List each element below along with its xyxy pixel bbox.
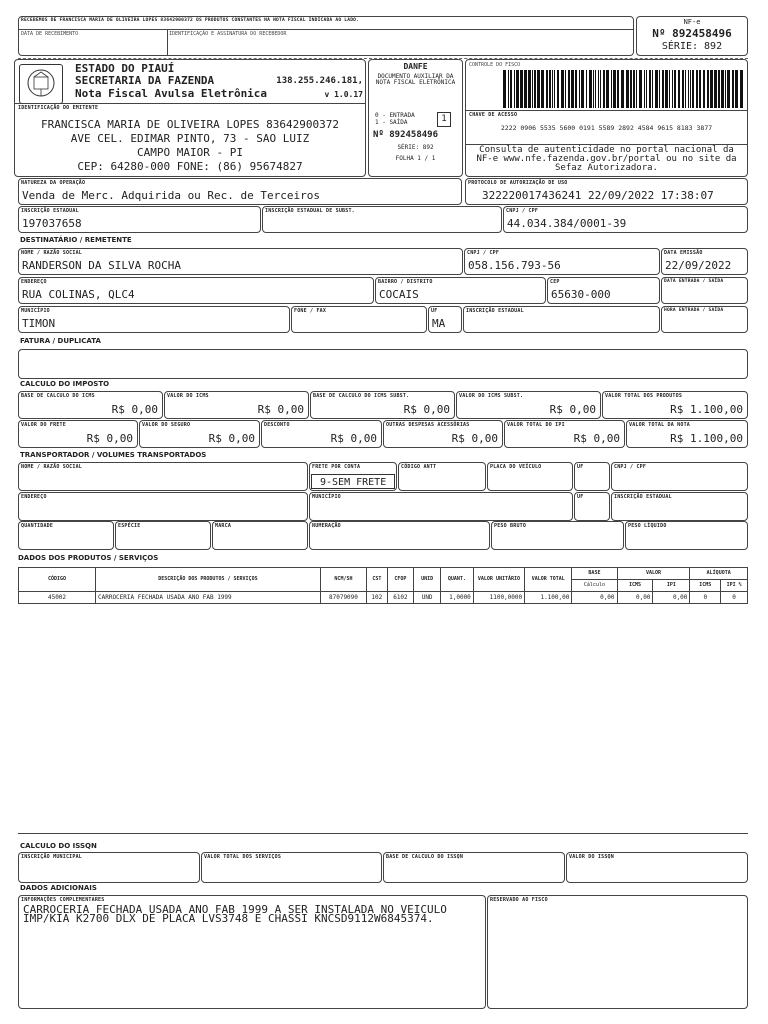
barcode-bar (674, 70, 676, 108)
barcode-bar (546, 70, 548, 108)
barcode-bar (561, 70, 564, 108)
issue-date: 22/09/2022 (665, 259, 732, 272)
issuer-box (14, 59, 366, 177)
antt-box: CÓDIGO ANTT (398, 462, 486, 491)
col-ncm: NCM/SH (320, 568, 366, 592)
stub-nfe-label: NF-e (683, 18, 701, 26)
issuer-ip: 138.255.246.181, (276, 76, 363, 86)
carrier-cnpj-box: CNPJ / CPF (611, 462, 748, 491)
recipient-cpf-box: CNPJ / CPF 058.156.793-56 (464, 248, 660, 275)
barcode-bar (524, 70, 527, 108)
tax-field-label: BASE DE CALCULO DO ICMS (21, 393, 95, 399)
barcode-bar (510, 70, 512, 108)
plate-box: PLACA DO VEÍCULO (487, 462, 573, 491)
control-box (465, 59, 748, 177)
barcode-bar (659, 70, 660, 108)
danfe-series: SÉRIE: 892 (397, 144, 434, 151)
barcode-bar (703, 70, 705, 108)
issqn-divider (18, 833, 748, 834)
gross-weight-box: PESO BRUTO (491, 521, 624, 550)
system-version: v 1.0.17 (324, 90, 363, 99)
carrier-address-box: ENDEREÇO (18, 492, 308, 521)
cep-box: CEP 65630-000 (547, 277, 660, 304)
tax-field-value: R$ 0,00 (86, 432, 133, 445)
col-description: DESCRIÇÃO DOS PRODUTOS / SERVIÇOS (96, 568, 321, 592)
issqn-section-title: CALCULO DO ISSQN (20, 842, 97, 850)
recipient-uf: MA (432, 317, 446, 330)
ie-st-box: INSCRIÇÃO ESTADUAL DE SUBST. (262, 206, 502, 233)
barcode-bar (672, 70, 673, 108)
freight-box: FRETE POR CONTA 9-SEM FRETE (309, 462, 397, 491)
barcode-bar (598, 70, 599, 108)
recipient-name-box: NOME / RAZÃO SOCIAL RANDERSON DA SILVA ROCHA (18, 248, 463, 275)
tax-field-value: R$ 0,00 (111, 403, 158, 416)
secretariat-name: SECRETARIA DA FAZENDA (75, 74, 215, 87)
barcode-bar (626, 70, 629, 108)
table-row: 45002 CARROCERIA FECHADA USADA ANO FAB 1999 87079090 102 6102 UND 1,0000 1100,0000 1.100,00 0,00 0,00 0,00 0 0 (19, 592, 748, 604)
barcode-bar (692, 70, 694, 108)
complementary-info-box: INFORMAÇÕES COMPLEMENTARES CARROCERIA FECHADA USADA ANO FAB 1999 A SER INSTALADA NO VEICULO IMP/KIA K2700 DLX DE PLACA LVS3748 E CHASSI KNCSD9112W6845374. (18, 895, 486, 1009)
barcode-bar (557, 70, 559, 108)
exit-option: 1 - SAÍDA (375, 119, 408, 126)
recipient-cep: 65630-000 (551, 288, 611, 301)
barcode-bar (727, 70, 730, 108)
danfe-title: DANFE (403, 62, 428, 71)
col-unit-value: VALOR UNITÁRIO (473, 568, 524, 592)
issuer-id-label: IDENTIFICAÇÃO DO EMITENTE (18, 105, 99, 111)
tax-field (602, 391, 748, 419)
issue-date-box: DATA EMISSÃO 22/09/2022 (661, 248, 748, 275)
barcode-bar (652, 70, 653, 108)
recipient-name: RANDERSON DA SILVA ROCHA (22, 259, 181, 272)
tax-field-label: VALOR TOTAL DOS PRODUTOS (605, 393, 683, 399)
issuer-cep-phone: CEP: 64280-000 FONE: (86) 95674827 (77, 160, 303, 173)
receipt-stub (18, 16, 634, 56)
barcode-bar (520, 70, 523, 108)
protocol-box: PROTOCOLO DE AUTORIZAÇÃO DE USO 322220017436241 22/09/2022 17:38:07 (465, 178, 748, 205)
barcode-bar (696, 70, 698, 108)
issqn-value-box: VALOR DO ISSQN (566, 852, 748, 883)
city-box: MUNICÍPIO TIMON (18, 306, 290, 333)
tax-field-value: R$ 0,00 (451, 432, 498, 445)
col-cfop: CFOP (387, 568, 414, 592)
services-total-box: VALOR TOTAL DOS SERVIÇOS (201, 852, 382, 883)
barcode-bar (516, 70, 519, 108)
col-qty: QUANT. (440, 568, 473, 592)
barcode-bar (735, 70, 738, 108)
barcode-bar (665, 70, 668, 108)
tax-field (310, 391, 455, 419)
barcode-bar (633, 70, 635, 108)
tax-field-label: DESCONTO (264, 422, 290, 428)
col-code: CÓDIGO (19, 568, 96, 592)
kind-box: ESPÉCIE (115, 521, 211, 550)
tax-field-label: VALOR DO FRETE (21, 422, 66, 428)
tax-section-title: CALCULO DO IMPOSTO (20, 380, 110, 388)
access-key-label: CHAVE DE ACESSO (469, 112, 518, 118)
danfe-box (368, 59, 463, 177)
barcode-bar (613, 70, 616, 108)
carrier-uf2-box: UF (574, 492, 610, 521)
tax-field-label: VALOR DO ICMS (167, 393, 209, 399)
stub-number-box (636, 16, 748, 56)
barcode-bar (714, 70, 717, 108)
barcode-bar (534, 70, 536, 108)
tax-field-value: R$ 0,00 (208, 432, 255, 445)
uf-box: UF MA (428, 306, 462, 333)
fisco-control-label: CONTROLE DO FISCO (469, 62, 521, 68)
tax-field (383, 420, 503, 448)
ie-box: INSCRIÇÃO ESTADUAL 197037658 (18, 206, 261, 233)
municipal-reg-box: INSCRIÇÃO MUNICIPAL (18, 852, 200, 883)
receipt-text: RECEBEMOS DE FRANCISCA MARIA DE OLIVEIRA LOPES 83642900372 OS PRODUTOS CONSTANTES NA NOTA FISCAL INDICADA AO LADO. (21, 18, 360, 23)
barcode-bar (579, 70, 580, 108)
tax-field-label: OUTRAS DESPESAS ACESSÓRIAS (386, 422, 470, 428)
issuer-name: FRANCISCA MARIA DE OLIVEIRA LOPES 83642900372 (40, 118, 339, 131)
barcode-bar (721, 70, 724, 108)
nature-box: NATUREZA DA OPERAÇÃO Venda de Merc. Adquirida ou Rec. de Terceiros (18, 178, 462, 205)
col-base-calc: Cálculo (572, 580, 617, 592)
col-unit: UNID (414, 568, 441, 592)
barcode-bar (644, 70, 645, 108)
barcode-bar (662, 70, 664, 108)
col-icms: ICMS (617, 580, 653, 592)
tax-field-label: VALOR TOTAL DO IPI (507, 422, 565, 428)
tax-field (18, 391, 163, 419)
tax-field-value: R$ 0,00 (330, 432, 377, 445)
recipient-section-title: DESTINATÁRIO / REMETENTE (20, 236, 132, 244)
barcode-bar (541, 70, 544, 108)
barcode-bar (565, 70, 566, 108)
products-header-row (19, 568, 748, 580)
additional-section-title: DADOS ADICIONAIS (20, 884, 97, 892)
barcode-bar (586, 70, 587, 108)
brand-box: MARCA (212, 521, 308, 550)
col-aliq-ipi: IPI % (721, 580, 748, 592)
stub-series: SÉRIE: 892 (661, 41, 723, 52)
receipt-signature-label: IDENTIFICAÇÃO E ASSINATURA DO RECEBEDOR (169, 31, 287, 37)
quantity-box: QUANTIDADE (18, 521, 114, 550)
issuer-ie: 197037658 (22, 217, 82, 230)
barcode-bar (528, 70, 531, 108)
entry-option: 0 - ENTRADA (375, 112, 415, 119)
barcode-bar (732, 70, 734, 108)
tax-field-label: BASE DE CALCULO DO ICMS SUBST. (313, 393, 410, 399)
barcode-bar (688, 70, 689, 108)
invoice-box (18, 349, 748, 379)
tax-field-value: R$ 0,00 (257, 403, 304, 416)
tax-field (456, 391, 601, 419)
col-ipi: IPI (653, 580, 690, 592)
barcode-bar (639, 70, 642, 108)
issuer-city: CAMPO MAIOR - PI (137, 146, 243, 159)
issuer-cnpj: 44.034.384/0001-39 (507, 217, 627, 230)
barcode-bar (503, 70, 506, 108)
barcode-bar (549, 70, 551, 108)
barcode-bar (699, 70, 701, 108)
barcode-bar (718, 70, 720, 108)
carrier-name-box: NOME / RAZÃO SOCIAL (18, 462, 308, 491)
danfe-page: FOLHA 1 / 1 (395, 155, 436, 162)
barcode-bar (593, 70, 594, 108)
barcode-bar (707, 70, 709, 108)
barcode-bar (611, 70, 612, 108)
barcode-bar (514, 70, 515, 108)
barcode-bar (532, 70, 533, 108)
barcode-bar (552, 70, 553, 108)
tax-field (139, 420, 260, 448)
receipt-date-label: DATA DE RECEBIMENTO (21, 31, 79, 37)
barcode-bar (537, 70, 540, 108)
barcode-bar (636, 70, 637, 108)
stub-number: Nº 892458496 (652, 27, 732, 40)
recipient-address: RUA COLINAS, QLC4 (22, 288, 135, 301)
tax-field-value: R$ 0,00 (573, 432, 620, 445)
tax-field (504, 420, 625, 448)
tax-field (261, 420, 382, 448)
tax-field-label: VALOR DO ICMS SUBST. (459, 393, 524, 399)
barcode-bar (682, 70, 684, 108)
tax-field-value: R$ 0,00 (403, 403, 450, 416)
operation-nature: Venda de Merc. Adquirida ou Rec. de Terceiros (22, 189, 321, 202)
tax-field (18, 420, 138, 448)
carrier-city-box: MUNICÍPIO (309, 492, 573, 521)
recipient-district: COCAIS (379, 288, 419, 301)
state-name: ESTADO DO PIAUÍ (75, 62, 175, 75)
invoice-section-title: FATURA / DUPLICATA (20, 337, 101, 345)
tax-field-value: R$ 1.100,00 (670, 403, 743, 416)
entry-time-box: HORA ENTRADA / SAÍDA (661, 306, 748, 333)
authorization-protocol: 322220017436241 22/09/2022 17:38:07 (482, 189, 714, 202)
barcode-bar (568, 70, 570, 108)
access-key: 2222 0906 5535 5600 0191 5589 2892 4584 9615 8183 3877 (500, 124, 713, 132)
products-section-title: DADOS DOS PRODUTOS / SERVIÇOS (18, 554, 159, 562)
barcode-bar (678, 70, 680, 108)
complementary-info: CARROCERIA FECHADA USADA ANO FAB 1999 A SER INSTALADA NO VEICULO IMP/KIA K2700 DLX DE PLACA LVS3748 E CHASSI KNCSD9112W6845374. (23, 903, 447, 925)
danfe-description: DOCUMENTO AUXILIAR DA NOTA FISCAL ELETRÔNICA (375, 73, 456, 86)
barcode-bar (508, 70, 509, 108)
issqn-base-box: BASE DE CALCULO DO ISSQN (383, 852, 565, 883)
barcode-bar (621, 70, 624, 108)
tax-field (626, 420, 748, 448)
barcode-bar (710, 70, 713, 108)
barcode-bar (595, 70, 596, 108)
net-weight-box: PESO LÍQUIDO (625, 521, 748, 550)
products-table (18, 567, 748, 604)
recipient-city: TIMON (22, 317, 56, 330)
numbering-box: NUMERAÇÃO (309, 521, 490, 550)
recipient-ie-box: INSCRIÇÃO ESTADUAL (463, 306, 660, 333)
tax-field (164, 391, 309, 419)
barcode-bar (740, 70, 743, 108)
col-cst: CST (367, 568, 388, 592)
col-rate-group: ALÍQUOTA (690, 568, 748, 580)
phone-box: FONE / FAX (291, 306, 427, 333)
col-total: VALOR TOTAL (525, 568, 572, 592)
recipient-address-box: ENDEREÇO RUA COLINAS, QLC4 (18, 277, 374, 304)
col-aliq-icms: ICMS (690, 580, 721, 592)
barcode-bar (669, 70, 670, 108)
barcode-bar (589, 70, 592, 108)
tax-field-label: VALOR DO SEGURO (142, 422, 191, 428)
barcode-bar (575, 70, 577, 108)
tax-field-label: VALOR TOTAL DA NOTA (629, 422, 690, 428)
freight-value: 9-SEM FRETE (311, 474, 395, 489)
danfe-number: Nº 892458496 (373, 130, 439, 140)
barcode-bar (655, 70, 658, 108)
barcode-bar (571, 70, 574, 108)
barcode-bar (690, 70, 691, 108)
barcode-image (503, 70, 743, 108)
consult-text: Consulta de autenticidade no portal nacional da NF-e www.nfe.fazenda.gov.br/portal ou no site da Sefaz Autorizadora. (476, 145, 737, 173)
transport-section-title: TRANSPORTADOR / VOLUMES TRANSPORTADOS (20, 451, 207, 459)
recipient-cpf: 058.156.793-56 (468, 259, 561, 272)
tax-field-value: R$ 0,00 (549, 403, 596, 416)
state-seal-image (19, 64, 63, 104)
tax-field-value: R$ 1.100,00 (670, 432, 743, 445)
document-title: Nota Fiscal Avulsa Eletrônica (75, 87, 268, 100)
operation-type-box: 1 (437, 112, 451, 127)
barcode-bar (603, 70, 605, 108)
barcode-bar (725, 70, 726, 108)
carrier-uf-box: UF (574, 462, 610, 491)
entry-date-box: DATA ENTRADA / SAÍDA (661, 277, 748, 304)
barcode-bar (554, 70, 555, 108)
barcode-bar (649, 70, 651, 108)
issuer-address: AVE CEL. EDIMAR PINTO, 73 - SAO LUIZ (70, 132, 310, 145)
barcode-bar (606, 70, 609, 108)
barcode-bar (685, 70, 686, 108)
reserved-fisco-box: RESERVADO AO FISCO (487, 895, 748, 1009)
barcode-bar (581, 70, 584, 108)
col-base: BASE (572, 568, 617, 580)
col-value-group: VALOR (617, 568, 690, 580)
barcode-bar (646, 70, 647, 108)
barcode-bar (617, 70, 619, 108)
district-box: BAIRRO / DISTRITO COCAIS (375, 277, 546, 304)
carrier-ie-box: INSCRIÇÃO ESTADUAL (611, 492, 748, 521)
barcode-bar (630, 70, 632, 108)
cnpj-box: CNPJ / CPF 44.034.384/0001-39 (503, 206, 748, 233)
barcode-bar (600, 70, 601, 108)
